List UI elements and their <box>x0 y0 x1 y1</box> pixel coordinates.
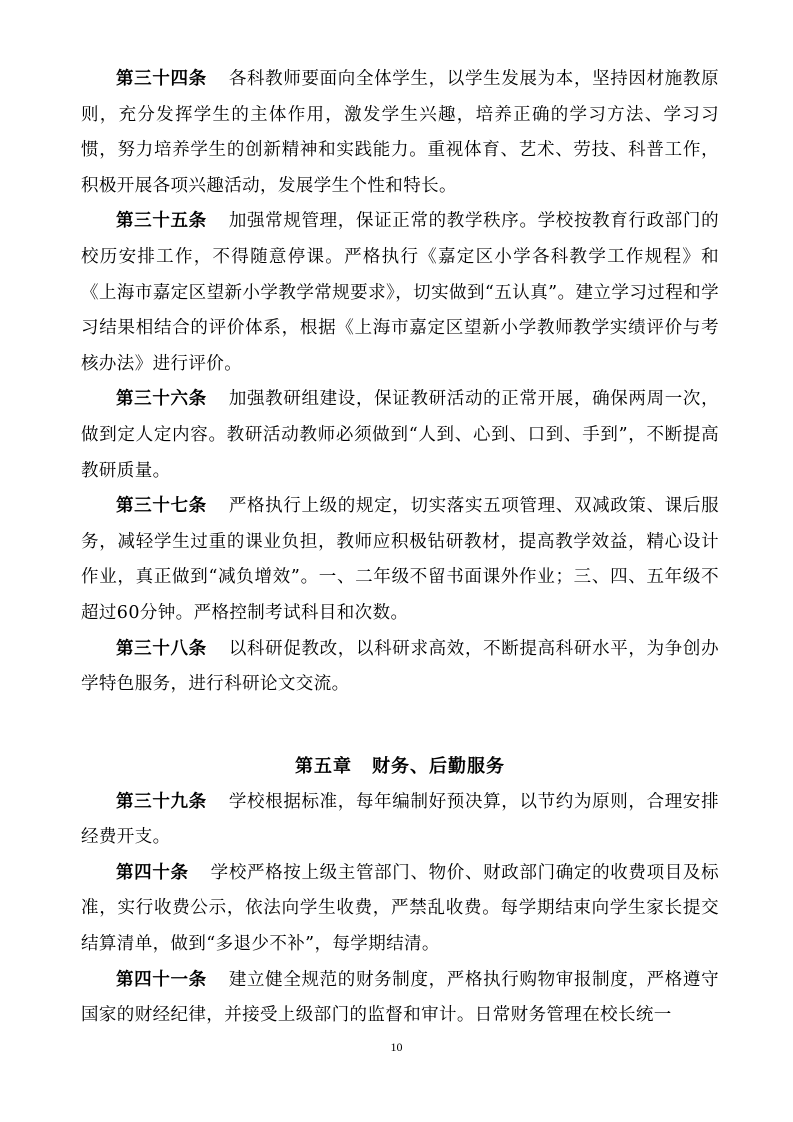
document-page <box>81 62 719 1034</box>
article-35 <box>81 204 719 382</box>
article-39 <box>81 785 719 856</box>
article-36 <box>81 382 719 489</box>
article-number: 第三十八条 <box>116 638 207 659</box>
article-text: 学校严格按上级主管部门、物价、财政部门确定的收费项目及标准，实行收费公示，依法向学生收费，严禁乱收费。每学期结束向学生家长提交结算清单，做到“多退少不补”，每学期结清。 <box>81 862 719 955</box>
article-number: 第四十条 <box>116 862 189 883</box>
chapter-heading <box>81 749 719 785</box>
chapter-title-text: 财务、后勤服务 <box>372 755 505 777</box>
article-38 <box>81 632 719 703</box>
article-text: 以科研促教改，以科研求高效，不断提高科研水平，为争创办学特色服务，进行科研论文交流。 <box>81 638 719 695</box>
article-number: 第三十九条 <box>116 791 207 812</box>
article-text: 建立健全规范的财务制度，严格执行购物审报制度，严格遵守国家的财经纪律，并接受上级部门的监督和审计。日常财务管理在校长统一 <box>81 969 719 1026</box>
article-text: 加强常规管理，保证正常的教学秩序。学校按教育行政部门的校历安排工作，不得随意停课。严格执行《嘉定区小学各科教学工作规程》和《上海市嘉定区望新小学教学常规要求》，切实做到“五认真”。建立学习过程和学习结果相结合的评价体系，根据《上海市嘉定区望新小学教师教学实绩评价与考核办法》进行评价。 <box>81 211 719 374</box>
article-41 <box>81 963 719 1034</box>
article-number: 第三十六条 <box>116 389 207 410</box>
article-text: 学校根据标准，每年编制好预决算，以节约为原则，合理安排经费开支。 <box>81 791 719 848</box>
article-number: 第三十四条 <box>116 69 207 89</box>
article-number: 第三十七条 <box>116 496 207 517</box>
page-number: 10 <box>390 1040 403 1054</box>
article-number: 第三十五条 <box>116 211 207 232</box>
article-text: 加强教研组建设，保证教研活动的正常开展，确保两周一次，做到定人定内容。教研活动教师必须做到“人到、心到、口到、手到”，不断提高教研质量。 <box>81 389 719 481</box>
article-text: 各科教师要面向全体学生，以学生发展为本，坚持因材施教原则，充分发挥学生的主体作用，激发学生兴趣，培养正确的学习方法、学习习惯，努力培养学生的创新精神和实践能力。重视体育、艺术、劳技、科普工作，积极开展各项兴趣活动，发展学生个性和特长。 <box>81 69 719 196</box>
article-34 <box>81 62 719 204</box>
article-40 <box>81 856 719 963</box>
article-text: 严格执行上级的规定，切实落实五项管理、双减政策、课后服务，减轻学生过重的课业负担，教师应积极钻研教材，提高教学效益，精心设计作业，真正做到“减负增效”。一、二年级不留书面课外作业；三、四、五年级不超过60分钟。严格控制考试科目和次数。 <box>81 496 719 623</box>
article-37 <box>81 489 719 631</box>
article-number: 第四十一条 <box>116 969 207 990</box>
chapter-number: 第五章 <box>295 755 352 777</box>
